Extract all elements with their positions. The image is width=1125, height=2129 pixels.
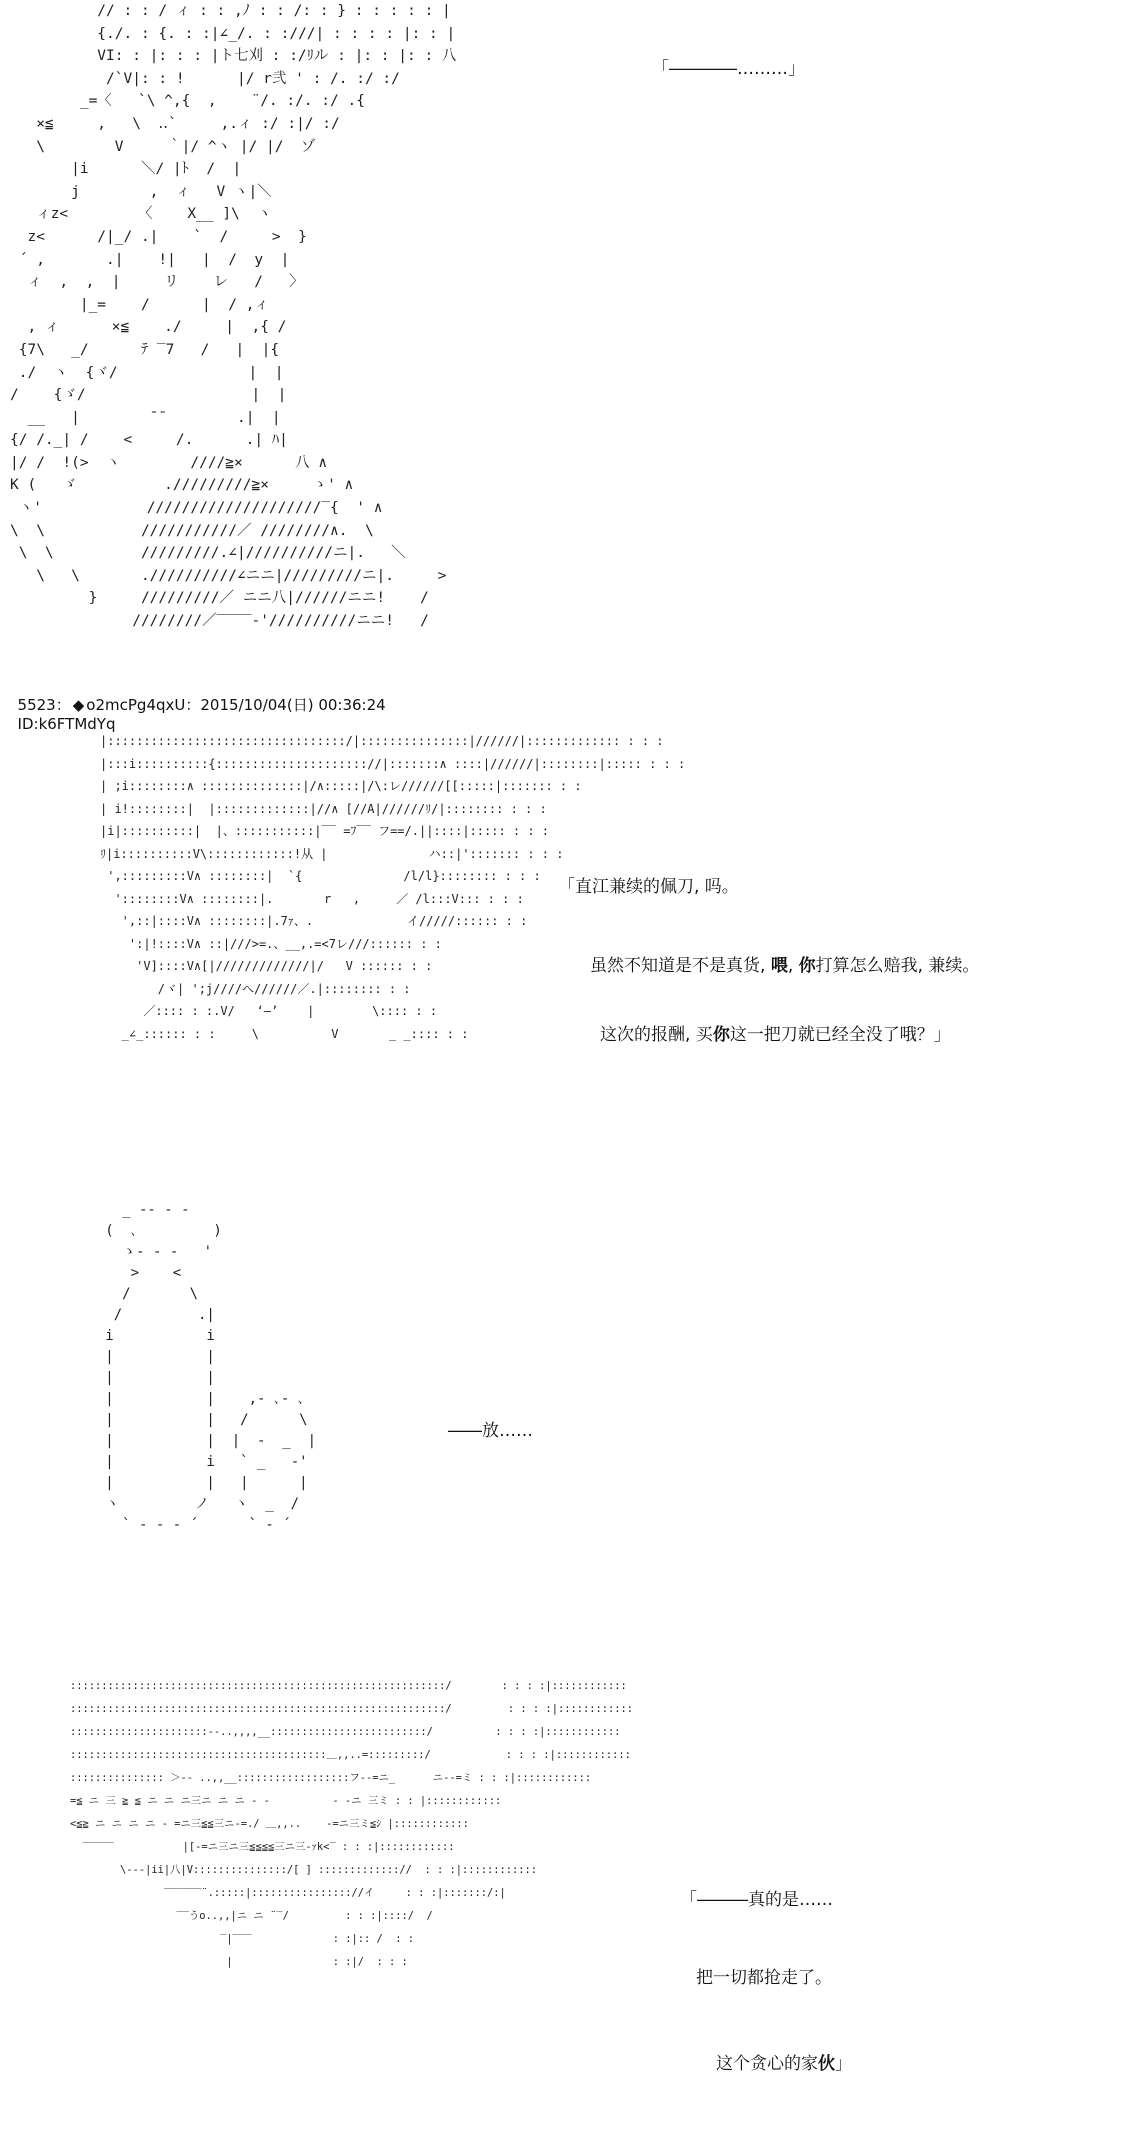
ascii-art-bottle-and-cup: _ -‐ - - ( ､ ) ゝ- - - ' > < / \ / .| i i | | | | | | ,- ､- ､ | | / \ | | | - _ | | i ` _ -' | | | | ヽ ノ ヽ _ / ` ‐ - ‐ ´ ` - ´	[105, 1202, 317, 1533]
dialogue-2-line-2: 虽然不知道是不是真货, 喂, 你打算怎么赔我, 兼续。	[590, 956, 980, 976]
dialogue-3: ――放……	[448, 1421, 533, 1441]
dialogue-2-line-1: 「直江兼续的佩刀, 吗。	[558, 877, 739, 897]
dialogue-4-line-2: 把一切都抢走了。	[696, 1968, 832, 1988]
dialogue-4	[680, 1835, 852, 2129]
dialogue-2-line-3: 这次的报酬, 买你这一把刀就已经全没了哦？」	[600, 1025, 951, 1045]
ascii-art-scene-4: ::::::::::::::::::::::::::::::::::::::::::::::::::::::::::::/ : : : :|:::::::::::: ::::::::::::::::::::::::::::::::::::::::::::::::::::::::::::/ : : : :|:::::::::::: ::::::::::::::::::::::‐-..,,,,__:::::::::::::::::::::::::/ : : : :|:::::::::::: :::::::::::::::::::::::::::::::::::::::::＿,,..=:::::::::/ : : : :|:::::::::::: ::::::::::::::: ＞‐- ..,,__::::::::::::::::::フ‐-=ニ_ ニ‐-=ミ : : :|:::::::::::: =≦ ニ 三 ≧ ≦ ニ ニ ニ三ニ ニ ニ - - - -ニ 三ミ : : |:::::::::::: <≦≧ ニ ニ ニ ニ - =ニ三≦≦三ニ-=./ ＿,,.. -=ニ三ミ≦ｼ |:::::::::::: ‾‾‾‾‾ |[-=ニ三ニ三≦≦≦≦三ニ三-ｧk<‾ : : :|:::::::::::: \‐‐‐|ii|八|V:::::::::::::::/[ ] :::::::::::::// : : :|:::::::::::: ‾‾‾‾‾‾¨.:::::|:::::::::::::::://イ : : :|:::::::/:| ‾‾うo..,,|ニ ニ ¨‾/ : : :|::::/ / ‾|‾‾‾ : :|:: / : : | : :|/ : : :	[70, 1680, 634, 1968]
post-tripcode: o2mcPg4qxU	[86, 696, 186, 714]
post-date: 2015/10/04(日) 00:36:24	[200, 696, 386, 714]
panel-3	[0, 1200, 1125, 1580]
post-header	[8, 676, 386, 733]
ascii-art-figure-1: // : : / ィ : : ,ﾉ : : /: : } : : : : : | {./. : {. : :|∠_/. : :///| : : : : |: : | VI: : |: : : |ト七刈 : :/ﾘル : |: : |: : 八 /`V|: : ! |/ r弐 ' : /. :/ :/ _=〈 `\ ^,{ , ¨/. :/. :/ .{ ×≦ , \ ‥` ,.ィ :/ :|/ :/ \ V ｀|/ ^ヽ |/ |/ ゾ |i ＼/ |ﾄ / | j , ィ V ヽ|＼ ィz< 〈 X__ ]\ ヽ z< /|_/ .| ` / > } ´ , .| !| | / y | ィ , , | リ レ / 〉 |_= / | / ,ィ , ィ ×≦ ./ | ,{ / {7\ _/ ﾃ ‾7 / | |{ ./ ヽ {ヾ/ | | / {ゞ/ | | __ | ̄ ̄ .| | {/ /._| / < /. .| ﾊ| |/ / !(> ヽ ////≧× 八 ∧ K ( ゞ ./////////≧× ゝ' ∧ ヽ' ////////////////////‾{ ' ∧ \ \ ///////////／ ////////∧. \ \ \ /////////.∠|//////////ニ|. ＼ \ \ .//////////∠ニニ|/////////ニ|. > } /////////／ ニニ八|//////ニニ! / ////////／‾‾‾‾-'//////////ニニ! /	[10, 3, 457, 630]
dialogue-4-line-1: 「―――真的是……	[680, 1890, 833, 1910]
post-number: 5523	[17, 696, 56, 714]
dialogue-4-line-3: 这个贪心的家伙」	[716, 2054, 852, 2074]
diamond-icon: ◆	[72, 696, 85, 714]
dialogue-1: 「――――………」	[652, 59, 805, 79]
dialogue-2	[558, 830, 979, 1093]
panel-2	[0, 730, 1125, 1070]
post-date-prefix: ：	[185, 696, 201, 714]
post-id: ID:k6FTMdYq	[17, 715, 116, 733]
panel-4	[0, 1675, 1125, 2074]
panel-1	[0, 0, 1125, 670]
post-separator: ：	[55, 696, 71, 714]
ascii-art-figure-2: |:::::::::::::::::::::::::::::::::/|:::::::::::::::|//////|::::::::::::: : : : |:::i::::::::::{::::::::::::::::::::://|:::::::∧ ::::|//////|::::::::|::::: : : : | ;i::::::::∧ ::::::::::::::|/∧:::::|/\:レ//////[[:::::|::::::: : : | i!::::::::| |:::::::::::::|//∧ [//A|//////ﾘ/|:::::::: : : : |i|::::::::::| |、:::::::::::|‾‾ =ﾌ‾‾ フ==/.||::::|::::: : : : ﾘ|i::::::::::V\::::::::::::!从 | ハ::|'::::::: : : : ',:::::::::V∧ ::::::::| `{ /l/l}:::::::: : : : '::::::::V∧ ::::::::|. r , ／ /l:::V::: : : : ',::|::::V∧ ::::::::|.7ｧ、. イ/////:::::: : : ':|!::::V∧ ::|///>=.、__,.=<7レ///:::::: : : 'V]::::V∧[|/////////////|/ V :::::: : : /ヾ| ';j////へ//////／.|:::::::: : : ／:::: : :.V/ ‘―’ | \:::: : : _∠_:::::: : : \ V _ _:::: : :	[100, 734, 686, 1041]
